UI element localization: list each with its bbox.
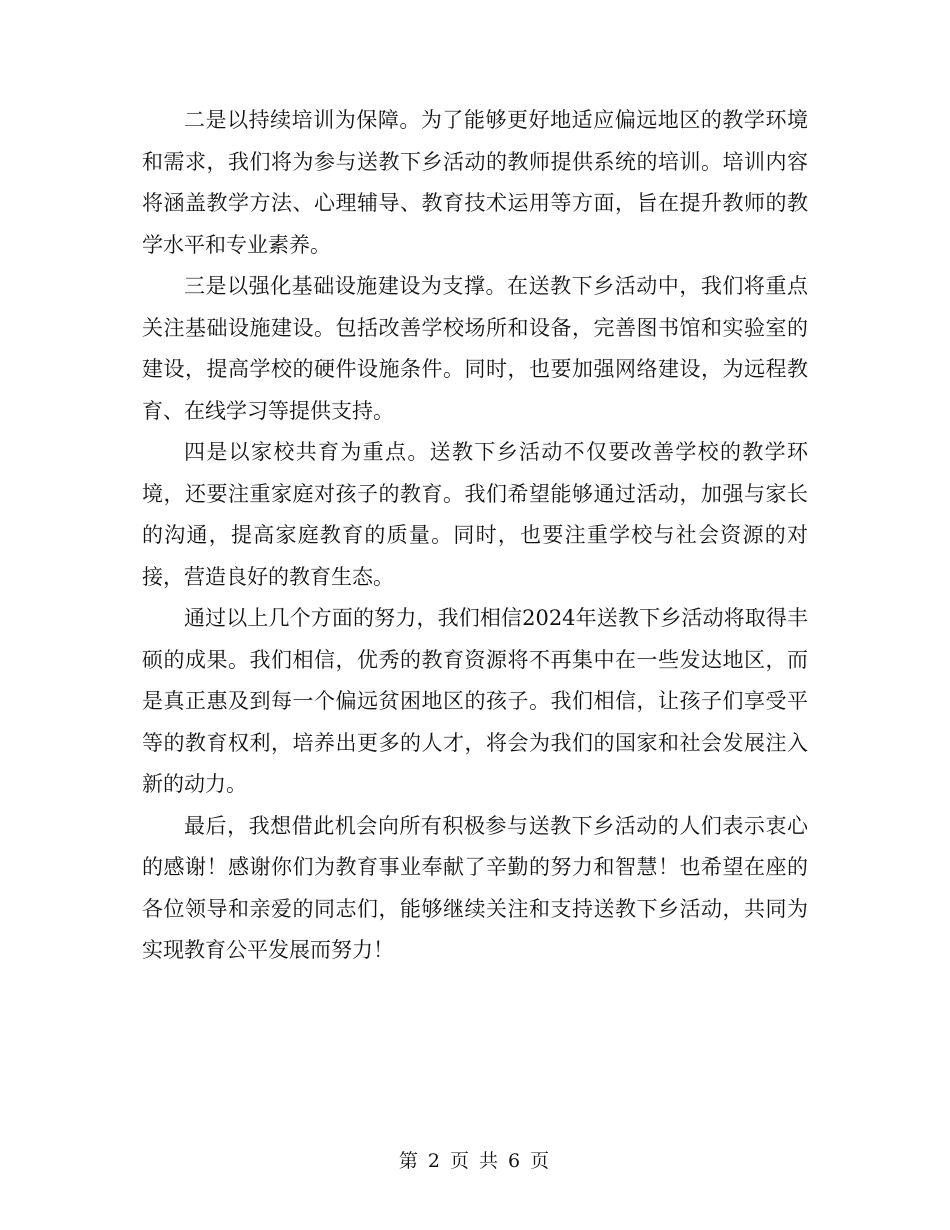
paragraph-home-school: 四是以家校共育为重点。送教下乡活动不仅要改善学校的教学环境，还要注重家庭对孩子的教育。我们希望能够通过活动，加强与家长的沟通，提高家庭教育的质量。同时，也要注重学校与社会资源的对接，营造良好的教育生态。 xyxy=(142,440,808,589)
paragraph-training: 二是以持续培训为保障。为了能够更好地适应偏远地区的教学环境和需求，我们将为参与送教下乡活动的教师提供系统的培训。培训内容将涵盖教学方法、心理辅导、教育技术运用等方面，旨在提升教师的教学水平和专业素养。 xyxy=(142,108,808,257)
page-number-footer: 第 2 页 共 6 页 xyxy=(398,1150,552,1172)
paragraph-infrastructure: 三是以强化基础设施建设为支撑。在送教下乡活动中，我们将重点关注基础设施建设。包括改善学校场所和设备，完善图书馆和实验室的建设，提高学校的硬件设施条件。同时，也要加强网络建设，为远程教育、在线学习等提供支持。 xyxy=(142,274,808,423)
paragraph-thanks: 最后，我想借此机会向所有积极参与送教下乡活动的人们表示衷心的感谢！感谢你们为教育事业奉献了辛勤的努力和智慧！也希望在座的各位领导和亲爱的同志们，能够继续关注和支持送教下乡活动，共同为实现教育公平发展而努力！ xyxy=(142,813,808,962)
document-body xyxy=(142,100,808,972)
paragraph-outcomes: 通过以上几个方面的努力，我们相信2024年送教下乡活动将取得丰硕的成果。我们相信，优秀的教育资源将不再集中在一些发达地区，而是真正惠及到每一个偏远贫困地区的孩子。我们相信，让孩子们享受平等的教育权利，培养出更多的人才，将会为我们的国家和社会发展注入新的动力。 xyxy=(142,606,808,796)
